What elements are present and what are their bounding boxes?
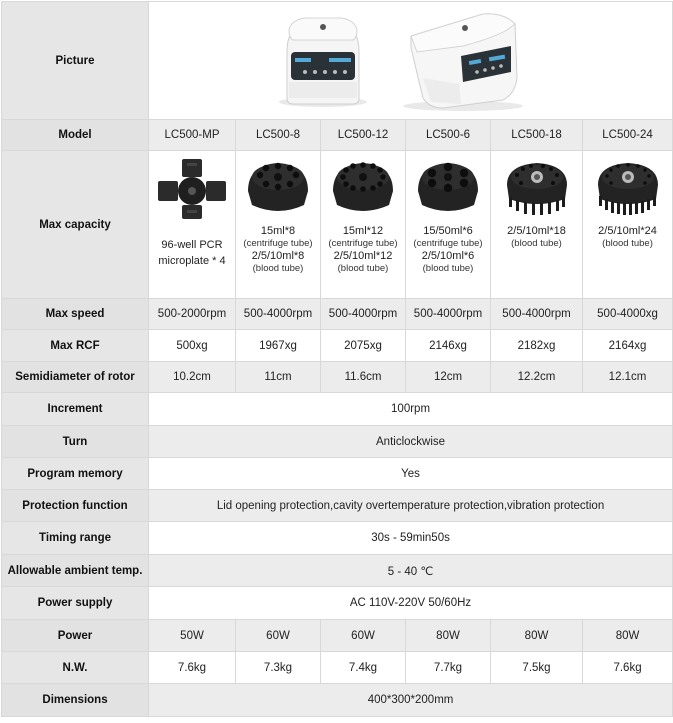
row-label-max-capacity: Max capacity <box>2 151 149 299</box>
model-name: LC500-24 <box>583 120 673 151</box>
semidiameter-value: 10.2cm <box>149 362 236 393</box>
picture-row <box>2 2 673 120</box>
program-memory-row <box>2 458 673 490</box>
row-label-max-speed: Max speed <box>2 299 149 330</box>
nw-value: 7.6kg <box>583 652 673 684</box>
capacity-line: microplate * 4 <box>158 255 226 267</box>
row-label-nw: N.W. <box>2 652 149 684</box>
rotor-8-icon <box>242 155 314 221</box>
nw-row <box>2 652 673 684</box>
semidiameter-value: 12cm <box>406 362 491 393</box>
dimensions-row <box>2 684 673 717</box>
dimensions-value: 400*300*200mm <box>149 684 673 717</box>
model-name: LC500-18 <box>491 120 583 151</box>
rotor-18-icon <box>499 155 575 221</box>
increment-value: 100rpm <box>149 393 673 426</box>
nw-value: 7.5kg <box>491 652 583 684</box>
row-label-semidiameter: Semidiameter of rotor <box>2 362 149 393</box>
centrifuge-front-icon <box>279 18 367 107</box>
row-label-model: Model <box>2 120 149 151</box>
product-picture-cell <box>149 2 673 120</box>
capacity-line: 2/5/10ml*18 <box>507 225 566 237</box>
power-row <box>2 620 673 652</box>
max-rcf-value: 2146xg <box>406 330 491 362</box>
semidiameter-value: 11cm <box>236 362 321 393</box>
max-speed-value: 500-4000rpm <box>321 299 406 330</box>
capacity-cell <box>406 151 491 299</box>
model-name: LC500-6 <box>406 120 491 151</box>
model-name: LC500-12 <box>321 120 406 151</box>
max-rcf-value: 2164xg <box>583 330 673 362</box>
capacity-cell <box>236 151 321 299</box>
capacity-sub: (blood tube) <box>252 263 304 274</box>
power-value: 80W <box>491 620 583 652</box>
capacity-line: 15ml*8 <box>260 225 296 237</box>
rotor-6-icon <box>412 155 484 221</box>
power-supply-value: AC 110V-220V 50/60Hz <box>149 587 673 620</box>
centrifuge-angled-icon <box>403 14 523 111</box>
rotor-24-icon <box>590 155 666 221</box>
row-label-ambient-temp: Allowable ambient temp. <box>2 555 149 587</box>
max-speed-value: 500-4000rpm <box>406 299 491 330</box>
microplate-rotor-icon <box>154 155 230 221</box>
timing-row <box>2 522 673 555</box>
capacity-line: 2/5/10ml*24 <box>598 225 657 237</box>
capacity-sub: (blood tube) <box>602 238 653 249</box>
ambient-temp-value: 5 - 40 ℃ <box>149 555 673 587</box>
capacity-sub: (centrifuge tube) <box>328 238 398 249</box>
row-label-turn: Turn <box>2 426 149 458</box>
max-speed-value: 500-4000rpm <box>491 299 583 330</box>
nw-value: 7.6kg <box>149 652 236 684</box>
capacity-cell <box>321 151 406 299</box>
model-name: LC500-8 <box>236 120 321 151</box>
capacity-row <box>2 151 673 299</box>
capacity-cell <box>583 151 673 299</box>
row-label-power: Power <box>2 620 149 652</box>
row-label-program-memory: Program memory <box>2 458 149 490</box>
capacity-sub: (blood tube) <box>337 263 389 274</box>
max-rcf-value: 2182xg <box>491 330 583 362</box>
max-speed-value: 500-2000rpm <box>149 299 236 330</box>
row-label-increment: Increment <box>2 393 149 426</box>
semidiameter-value: 11.6cm <box>321 362 406 393</box>
power-value: 60W <box>321 620 406 652</box>
max-rcf-value: 1967xg <box>236 330 321 362</box>
max-rcf-value: 2075xg <box>321 330 406 362</box>
capacity-line: 15/50ml*6 <box>423 225 473 237</box>
ambient-temp-row <box>2 555 673 587</box>
semidiameter-value: 12.2cm <box>491 362 583 393</box>
max-speed-value: 500-4000xg <box>583 299 673 330</box>
timing-value: 30s - 59min50s <box>149 522 673 555</box>
semidiameter-value: 12.1cm <box>583 362 673 393</box>
row-label-picture: Picture <box>2 2 149 120</box>
max-rcf-row <box>2 330 673 362</box>
capacity-cell <box>149 151 236 299</box>
nw-value: 7.7kg <box>406 652 491 684</box>
centrifuge-product-image <box>151 2 673 119</box>
semidiameter-row <box>2 362 673 393</box>
capacity-line: 15ml*12 <box>342 225 384 237</box>
protection-row <box>2 490 673 522</box>
capacity-sub: (centrifuge tube) <box>243 238 313 249</box>
protection-value: Lid opening protection,cavity overtemperature protection,vibration protection <box>149 490 673 522</box>
max-speed-value: 500-4000rpm <box>236 299 321 330</box>
nw-value: 7.4kg <box>321 652 406 684</box>
power-value: 60W <box>236 620 321 652</box>
model-name: LC500-MP <box>149 120 236 151</box>
power-supply-row <box>2 587 673 620</box>
capacity-sub: (centrifuge tube) <box>413 238 483 249</box>
row-label-max-rcf: Max RCF <box>2 330 149 362</box>
increment-row <box>2 393 673 426</box>
model-row <box>2 120 673 151</box>
row-label-timing-range: Timing range <box>2 522 149 555</box>
power-value: 80W <box>583 620 673 652</box>
capacity-cell <box>491 151 583 299</box>
max-speed-row <box>2 299 673 330</box>
power-value: 50W <box>149 620 236 652</box>
row-label-dimensions: Dimensions <box>2 684 149 717</box>
capacity-sub: (blood tube) <box>422 263 474 274</box>
capacity-line: 96-well PCR <box>161 239 223 251</box>
turn-row <box>2 426 673 458</box>
capacity-line: 2/5/10ml*12 <box>333 250 393 262</box>
max-rcf-value: 500xg <box>149 330 236 362</box>
row-label-protection-function: Protection function <box>2 490 149 522</box>
rotor-12-icon <box>327 155 399 221</box>
turn-value: Anticlockwise <box>149 426 673 458</box>
row-label-power-supply: Power supply <box>2 587 149 620</box>
capacity-line: 2/5/10ml*8 <box>251 250 305 262</box>
capacity-line: 2/5/10ml*6 <box>421 250 475 262</box>
nw-value: 7.3kg <box>236 652 321 684</box>
program-memory-value: Yes <box>149 458 673 490</box>
power-value: 80W <box>406 620 491 652</box>
capacity-sub: (blood tube) <box>511 238 562 249</box>
spec-table <box>1 1 673 717</box>
